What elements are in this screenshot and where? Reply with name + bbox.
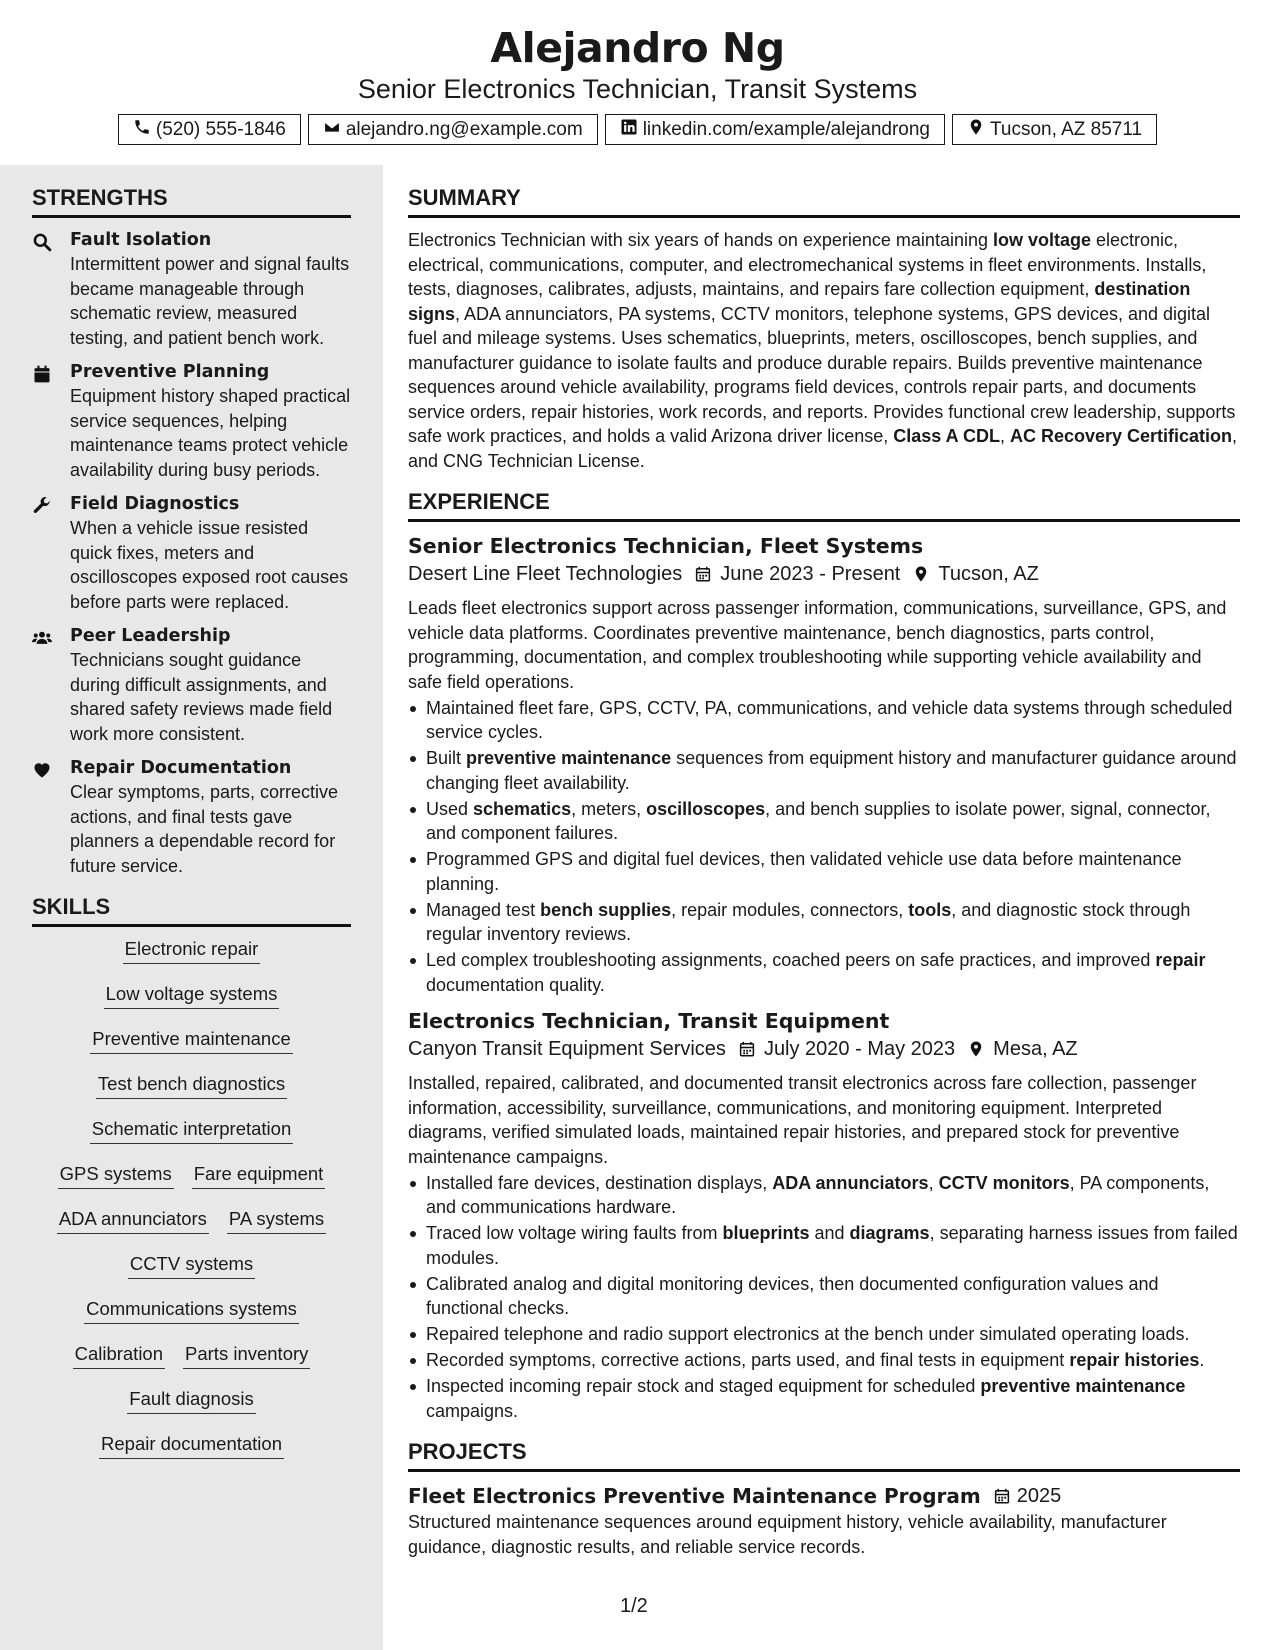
job-bullet: Installed fare devices, destination displays, ADA annunciators, CCTV monitors, PA components, and communications hardware. xyxy=(408,1171,1240,1220)
job-entry xyxy=(408,1007,1240,1423)
strength-item xyxy=(32,228,351,350)
summary-text: Electronics Technician with six years of hands on experience maintaining low voltage electronic, electrical, communications, computer, and electromechanical systems in fleet environments. Installs, tests, diagnoses, calibrates, adjusts, maintains, and repairs fare collection equipment, destination signs, ADA annunciators, PA systems, CCTV monitors, telephone systems, GPS devices, and digital fuel and mileage systems. Uses schematics, blueprints, meters, oscilloscopes, bench supplies, and manufacturer guidance to isolate faults and produce durable repairs. Builds preventive maintenance sequences around vehicle availability, programs field devices, controls repair parts, and documents service orders, repair histories, work records, and reports. Provides functional crew leadership, supports safe work practices, and holds a valid Arizona driver license, Class A CDL, AC Recovery Certification, and CNG Technician License. xyxy=(408,230,1238,471)
job-title: Senior Electronics Technician, Fleet Systems xyxy=(408,534,924,558)
search-icon xyxy=(32,228,56,350)
location-icon xyxy=(967,118,985,142)
strength-item xyxy=(32,624,351,746)
skill-tag: Electronic repair xyxy=(123,937,261,964)
contact-location xyxy=(952,114,1157,145)
location-icon xyxy=(967,1040,985,1058)
experience-heading: EXPERIENCE xyxy=(408,487,1240,522)
skill-tag: CCTV systems xyxy=(128,1252,255,1279)
strength-title: Fault Isolation xyxy=(70,230,212,250)
skill-tag: Fault diagnosis xyxy=(127,1387,255,1414)
job-bullets xyxy=(408,1171,1240,1424)
project-desc: Structured maintenance sequences around equipment history, vehicle availability, manufacturer guidance, diagnostic results, and reliable service records. xyxy=(408,1512,1167,1557)
job-dates: July 2020 - May 2023 xyxy=(763,1038,956,1060)
resume-header xyxy=(0,0,1275,165)
main-content xyxy=(408,165,1240,1559)
summary-heading: SUMMARY xyxy=(408,183,1240,218)
job-bullet: Traced low voltage wiring faults from blueprints and diagrams, separating harness issues from failed modules. xyxy=(408,1221,1240,1270)
skill-row xyxy=(32,1207,351,1252)
job-dates: June 2023 - Present xyxy=(720,563,901,585)
job-location: Mesa, AZ xyxy=(993,1038,1078,1060)
skill-row xyxy=(32,1162,351,1207)
job-desc: Installed, repaired, calibrated, and documented transit electronics across fare collection, passenger information, accessibility, surveillance, communications, and monitoring equipment. Interpreted diagrams, verified simulated loads, maintained repair histories, and prepared stock for preventive maintenance campaigns. xyxy=(408,1073,1197,1167)
candidate-name: Alejandro Ng xyxy=(490,24,785,72)
skill-row xyxy=(32,1387,351,1432)
job-bullet: Built preventive maintenance sequences from equipment history and manufacturer guidance around changing fleet availability. xyxy=(408,746,1240,795)
contact-email-text: alejandro.ng@example.com xyxy=(345,118,583,140)
candidate-title: Senior Electronics Technician, Transit Systems xyxy=(357,74,918,104)
skill-tag: GPS systems xyxy=(58,1162,174,1189)
job-bullet: Recorded symptoms, corrective actions, parts used, and final tests in equipment repair histories. xyxy=(408,1348,1240,1373)
wrench-icon xyxy=(32,492,56,614)
skill-tag: Schematic interpretation xyxy=(90,1117,294,1144)
job-title: Electronics Technician, Transit Equipment xyxy=(408,1009,890,1033)
strength-title: Preventive Planning xyxy=(70,362,270,382)
job-location: Tucson, AZ xyxy=(938,563,1039,585)
project-title: Fleet Electronics Preventive Maintenance Program xyxy=(408,1484,981,1508)
skills-list xyxy=(32,937,351,1477)
linkedin-icon xyxy=(620,118,638,142)
project-year: 2025 xyxy=(1016,1485,1062,1507)
strength-desc: Equipment history shaped practical service sequences, helping maintenance teams protect vehicle availability during busy periods. xyxy=(70,386,351,480)
calendar-icon xyxy=(993,1487,1011,1505)
contact-email[interactable] xyxy=(308,114,598,145)
strength-item xyxy=(32,492,351,614)
job-meta xyxy=(408,1035,1240,1063)
skill-row xyxy=(32,1297,351,1342)
skill-row xyxy=(32,982,351,1027)
email-icon xyxy=(323,118,341,142)
strengths-heading: STRENGTHS xyxy=(32,183,351,218)
skill-row xyxy=(32,1117,351,1162)
job-bullets xyxy=(408,696,1240,998)
skill-tag: PA systems xyxy=(227,1207,326,1234)
users-icon xyxy=(32,624,56,746)
strength-desc: When a vehicle issue resisted quick fixes, meters and oscilloscopes exposed root causes before parts were replaced. xyxy=(70,518,349,612)
skill-tag: Preventive maintenance xyxy=(90,1027,292,1054)
calendar-icon xyxy=(694,565,712,583)
job-company: Canyon Transit Equipment Services xyxy=(408,1038,726,1060)
sidebar xyxy=(0,165,383,1650)
strength-item xyxy=(32,360,351,482)
skill-tag: Parts inventory xyxy=(183,1342,310,1369)
location-icon xyxy=(912,565,930,583)
contact-location-text: Tucson, AZ 85711 xyxy=(990,118,1143,140)
contact-phone[interactable] xyxy=(118,114,301,145)
project-entry xyxy=(408,1482,1240,1559)
job-company: Desert Line Fleet Technologies xyxy=(408,563,683,585)
strength-desc: Technicians sought guidance during difficult assignments, and shared safety reviews made field work more consistent. xyxy=(70,650,333,744)
job-bullet: Calibrated analog and digital monitoring devices, then documented configuration values and functional checks. xyxy=(408,1272,1240,1321)
skill-tag: Fare equipment xyxy=(192,1162,326,1189)
job-bullet: Maintained fleet fare, GPS, CCTV, PA, communications, and vehicle data systems through scheduled service cycles. xyxy=(408,696,1240,745)
skill-tag: Calibration xyxy=(73,1342,165,1369)
skill-tag: Repair documentation xyxy=(99,1432,284,1459)
skill-row xyxy=(32,1252,351,1297)
skill-row xyxy=(32,1342,351,1387)
page-number: 1/2 xyxy=(620,1595,648,1617)
job-meta xyxy=(408,560,1240,588)
skill-row xyxy=(32,1072,351,1117)
project-title-row xyxy=(408,1482,1240,1510)
calendar-icon xyxy=(32,360,56,482)
skill-tag: Low voltage systems xyxy=(104,982,280,1009)
projects-heading: PROJECTS xyxy=(408,1437,1240,1472)
skill-tag: Communications systems xyxy=(84,1297,299,1324)
skills-heading: SKILLS xyxy=(32,892,351,927)
job-bullet: Used schematics, meters, oscilloscopes, and bench supplies to isolate power, signal, connector, and component failures. xyxy=(408,797,1240,846)
contact-bar xyxy=(0,114,1275,145)
strength-item xyxy=(32,756,351,878)
contact-linkedin[interactable] xyxy=(605,114,945,145)
contact-phone-text: (520) 555-1846 xyxy=(155,118,286,140)
job-bullet: Programmed GPS and digital fuel devices, then validated vehicle use data before maintenance planning. xyxy=(408,847,1240,896)
job-bullet: Repaired telephone and radio support electronics at the bench under simulated operating loads. xyxy=(408,1322,1240,1347)
job-bullet: Inspected incoming repair stock and staged equipment for scheduled preventive maintenance campaigns. xyxy=(408,1374,1240,1423)
contact-linkedin-text: linkedin.com/example/alejandrong xyxy=(642,118,930,140)
calendar-icon xyxy=(738,1040,756,1058)
strength-desc: Intermittent power and signal faults became manageable through schematic review, measured testing, and patient bench work. xyxy=(70,254,350,348)
skill-row xyxy=(32,1432,351,1477)
job-entry xyxy=(408,532,1240,997)
job-bullet: Managed test bench supplies, repair modules, connectors, tools, and diagnostic stock through regular inventory reviews. xyxy=(408,898,1240,947)
strength-title: Field Diagnostics xyxy=(70,494,240,514)
skill-tag: Test bench diagnostics xyxy=(96,1072,287,1099)
job-desc: Leads fleet electronics support across passenger information, communications, surveillance, GPS, and vehicle data platforms. Coordinates preventive maintenance, bench diagnostics, parts control, programming, documentation, and complex troubleshooting while supporting vehicle availability and safe field operations. xyxy=(408,598,1227,692)
strength-desc: Clear symptoms, parts, corrective actions, and final tests gave planners a dependable record for future service. xyxy=(70,782,339,876)
strength-title: Repair Documentation xyxy=(70,758,292,778)
skill-row xyxy=(32,937,351,982)
heart-icon xyxy=(32,756,56,878)
skill-row xyxy=(32,1027,351,1072)
strength-title: Peer Leadership xyxy=(70,626,231,646)
skill-tag: ADA annunciators xyxy=(57,1207,209,1234)
job-bullet: Led complex troubleshooting assignments, coached peers on safe practices, and improved repair documentation quality. xyxy=(408,948,1240,997)
phone-icon xyxy=(133,118,151,142)
